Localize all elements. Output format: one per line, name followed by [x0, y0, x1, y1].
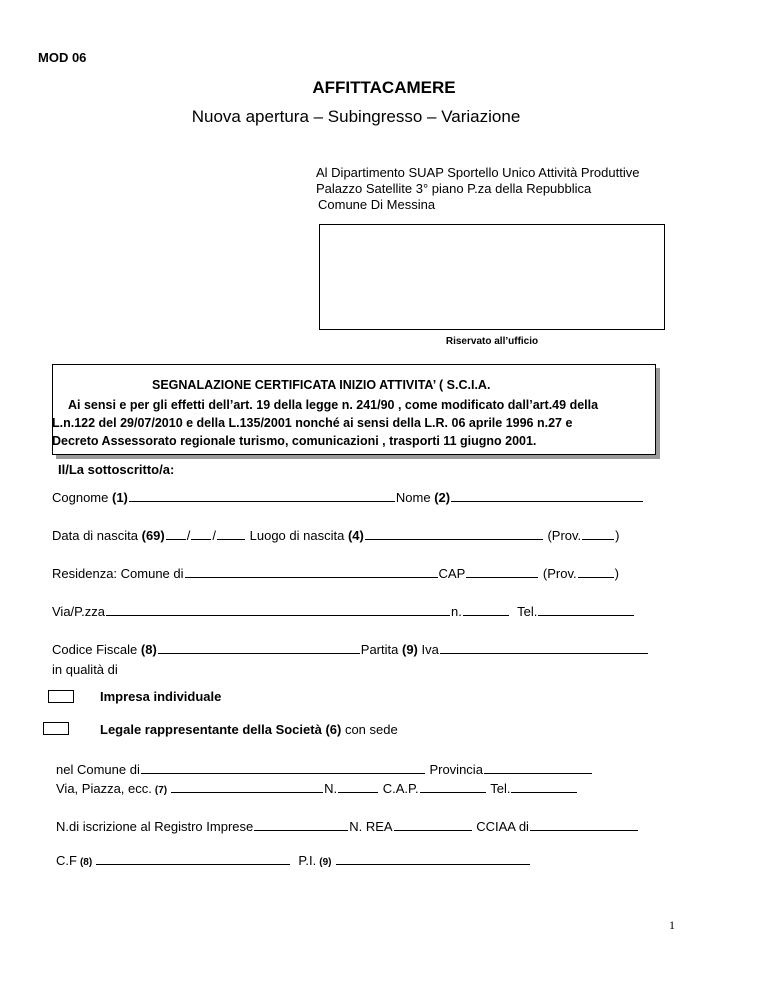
page-number: 1 [669, 918, 675, 932]
residence-prov-close: ) [614, 566, 619, 581]
scia-line-2: L.n.122 del 29/07/2010 e della L.135/2001 nonché ai sensi della L.R. 06 aprile 1996 n.27 e [52, 416, 573, 430]
birth-month-field[interactable] [191, 528, 211, 540]
registry-label: N.di iscrizione al Registro Imprese [56, 819, 254, 834]
residence-prov-label: (Prov. [542, 566, 577, 581]
birth-date-ref: (69) [141, 528, 165, 543]
name-ref: (2) [434, 490, 451, 505]
company-tax-code-ref: (8) [79, 857, 93, 868]
street-number-field[interactable] [463, 604, 509, 616]
name-field[interactable] [451, 490, 643, 502]
surname-ref: (1) [112, 490, 128, 505]
individual-company-label: Impresa individuale [100, 689, 222, 704]
legal-representative-option [100, 722, 398, 737]
document-title: AFFITTACAMERE [312, 78, 456, 97]
recipient-line-2: Palazzo Satellite 3° piano P.za della Repubblica [316, 181, 592, 196]
legal-representative-label: Legale rappresentante della Società [100, 722, 322, 737]
legal-representative-suffix: con sede [344, 722, 398, 737]
row-registry [56, 819, 639, 834]
vat-field[interactable] [440, 642, 648, 654]
form-code: MOD 06 [38, 50, 87, 65]
surname-label: Cognome [52, 490, 109, 505]
company-street-ref: (7) [154, 785, 168, 796]
company-vat-label: P.I. [298, 853, 317, 868]
birth-prov-close: ) [615, 528, 620, 543]
registry-field[interactable] [254, 819, 348, 831]
street-field[interactable] [106, 604, 450, 616]
row-tax [52, 642, 649, 657]
capacity-label: in qualità di [52, 662, 118, 677]
scia-title: SEGNALAZIONE CERTIFICATA INIZIO ATTIVITA’ ( S.C.I.A. [152, 378, 491, 392]
birth-day-field[interactable] [166, 528, 186, 540]
undersigned-heading: Il/La sottoscritto/a: [58, 462, 175, 477]
rea-label: N. REA [349, 819, 393, 834]
tax-code-ref: (8) [140, 642, 157, 657]
cap-field[interactable] [466, 566, 538, 578]
row-company-address [56, 781, 578, 796]
phone-label: Tel. [517, 604, 538, 619]
company-province-field[interactable] [484, 762, 592, 774]
birth-prov-label: (Prov. [547, 528, 582, 543]
recipient-line-1: Al Dipartimento SUAP Sportello Unico Attività Produttive [316, 165, 640, 180]
residence-prov-field[interactable] [578, 566, 614, 578]
surname-field[interactable] [129, 490, 395, 502]
company-cap-field[interactable] [420, 781, 486, 793]
recipient-line-3: Comune Di Messina [318, 197, 436, 212]
company-province-label: Provincia [429, 762, 483, 777]
birthplace-label: Luogo di nascita [249, 528, 345, 543]
company-tax-code-field[interactable] [96, 853, 290, 865]
residence-field[interactable] [185, 566, 438, 578]
company-phone-field[interactable] [511, 781, 577, 793]
document-subtitle: Nuova apertura – Subingresso – Variazione [191, 107, 521, 126]
vat-label: Partita [360, 642, 399, 657]
company-vat-field[interactable] [336, 853, 530, 865]
company-number-label: N. [324, 781, 338, 796]
company-municipality-label: nel Comune di [56, 762, 140, 777]
company-street-label: Via, Piazza, ecc. [56, 781, 152, 796]
tax-code-field[interactable] [158, 642, 360, 654]
street-number-label: n. [451, 604, 462, 619]
row-birth: Data di nascita (69) / / Luogo di nascita (4) (Prov. ) [52, 528, 620, 543]
birthplace-ref: (4) [347, 528, 364, 543]
vat-ref: (9) [401, 642, 418, 657]
checkbox-individual-company[interactable] [48, 690, 74, 703]
company-cap-label: C.A.P. [382, 781, 419, 796]
vat-label-iva: Iva [421, 642, 439, 657]
name-label: Nome [395, 490, 431, 505]
row-company-municipality [56, 762, 593, 777]
company-street-field[interactable] [171, 781, 323, 793]
birthplace-field[interactable] [365, 528, 543, 540]
cciaa-label: CCIAA di [476, 819, 529, 834]
birth-year-field[interactable] [217, 528, 245, 540]
company-phone-label: Tel. [490, 781, 511, 796]
row-company-tax [56, 853, 531, 868]
residence-label: Residenza: Comune di [52, 566, 184, 581]
birth-prov-field[interactable] [582, 528, 614, 540]
row-name [52, 490, 644, 505]
cciaa-field[interactable] [530, 819, 638, 831]
birth-date-label: Data di nascita [52, 528, 138, 543]
company-vat-ref: (9) [319, 857, 332, 868]
street-label: Via/P.zza [52, 604, 106, 619]
scia-line-3: Decreto Assessorato regionale turismo, comunicazioni , trasporti 11 giugno 2001. [52, 434, 537, 448]
checkbox-legal-representative[interactable] [43, 722, 69, 735]
row-address [52, 604, 635, 619]
legal-representative-ref: (6) [325, 722, 342, 737]
rea-field[interactable] [394, 819, 472, 831]
office-reserved-box [319, 224, 665, 330]
phone-field[interactable] [538, 604, 634, 616]
company-number-field[interactable] [338, 781, 378, 793]
office-reserved-label: Riservato all’ufficio [445, 336, 539, 347]
company-municipality-field[interactable] [141, 762, 425, 774]
cap-label: CAP [438, 566, 466, 581]
company-tax-code-label: C.F [56, 853, 77, 868]
tax-code-label: Codice Fiscale [52, 642, 138, 657]
row-residence [52, 566, 619, 581]
scia-line-1: Ai sensi e per gli effetti dell’art. 19 della legge n. 241/90 , come modificato dall’art.49 della [68, 398, 599, 412]
